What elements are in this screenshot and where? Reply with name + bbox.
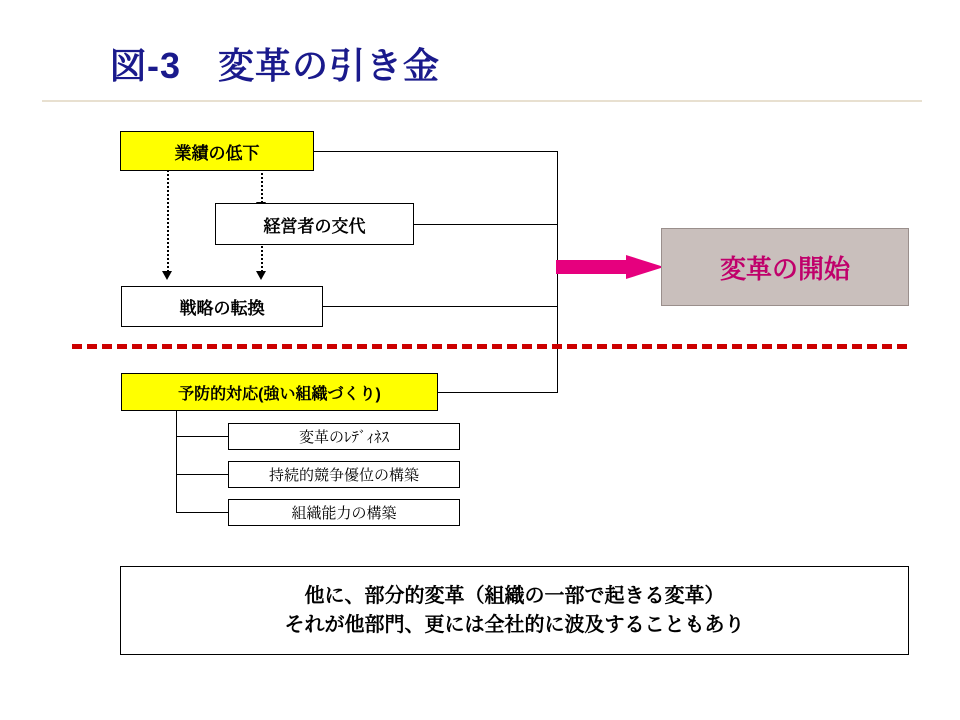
connector-performance-to-strategy xyxy=(167,165,169,272)
connector-subtree-capability xyxy=(176,512,229,513)
section-divider-dashed xyxy=(72,344,907,349)
connector-subtree-readiness xyxy=(176,436,229,437)
arrowhead-management-to-strategy xyxy=(256,271,266,280)
box-strategy-shift-label: 戦略の転換 xyxy=(179,299,265,318)
box-result-start-of-change[interactable] xyxy=(661,228,909,306)
arrow-shaft xyxy=(556,260,628,274)
box-strategy-shift[interactable] xyxy=(121,286,323,327)
connector-subtree-advantage xyxy=(176,474,229,475)
box-management-change-label: 経営者の交代 xyxy=(263,216,366,236)
arrowhead-performance-to-strategy xyxy=(162,271,172,280)
transformation-arrow-icon xyxy=(556,255,664,279)
box-management-change[interactable] xyxy=(215,203,414,245)
box-performance-decline[interactable] xyxy=(120,131,314,171)
note-box xyxy=(120,566,909,655)
box-preventive-action[interactable] xyxy=(121,373,438,411)
arrow-head xyxy=(626,255,664,279)
box-org-capability-label: 組織能力の構築 xyxy=(291,505,397,522)
page-title: 図-3 変革の引き金 xyxy=(110,45,441,86)
note-line-2: それが他部門、更には全社的に波及することもあり xyxy=(284,613,745,636)
connector-preventive-right xyxy=(437,392,558,393)
box-org-capability[interactable] xyxy=(228,499,460,526)
box-preventive-action-label: 予防的対応(強い組織づくり) xyxy=(178,385,381,403)
connector-management-right xyxy=(413,224,558,225)
title-divider xyxy=(42,100,922,102)
box-result-label: 変革の開始 xyxy=(719,253,850,284)
box-competitive-advantage[interactable] xyxy=(228,461,460,488)
connector-strategy-right xyxy=(322,306,558,307)
box-readiness[interactable] xyxy=(228,423,460,450)
connector-performance-right xyxy=(313,151,558,152)
note-line-1: 他に、部分的変革（組織の一部で起きる変革） xyxy=(304,584,725,607)
box-readiness-label: 変革のﾚﾃﾞｨﾈｽ xyxy=(298,429,389,446)
connector-subtree-vertical xyxy=(176,408,177,513)
box-competitive-advantage-label: 持続的競争優位の構築 xyxy=(268,467,419,484)
box-performance-decline-label: 業績の低下 xyxy=(174,143,260,163)
